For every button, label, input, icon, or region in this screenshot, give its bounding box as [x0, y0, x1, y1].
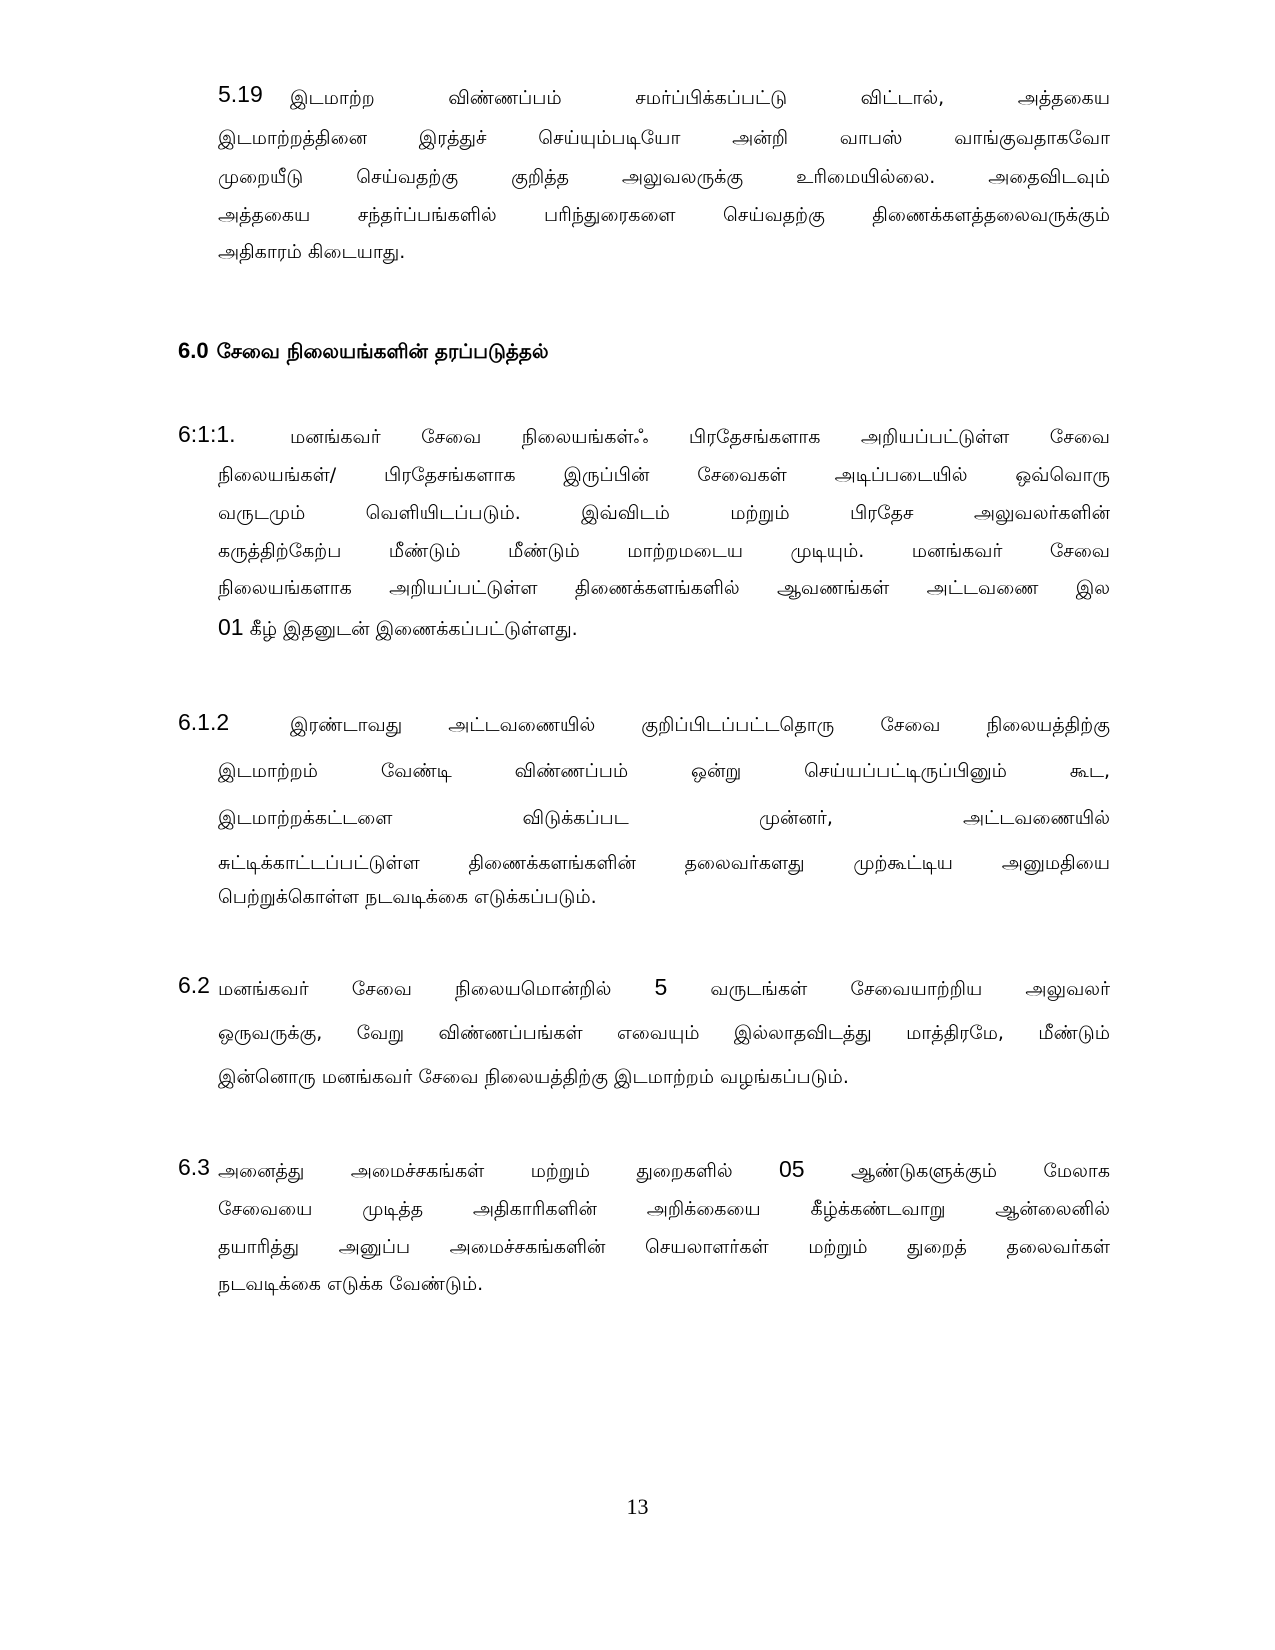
page-number: 13: [626, 1494, 649, 1519]
section-title-6-0: சேவை நிலையங்களின் தரப்படுத்தல்: [216, 339, 549, 363]
section-5-19-line-5: அதிகாரம் கிடையாது.: [218, 241, 406, 263]
section-6-1-1-line-6: [218, 613, 578, 643]
section-6-1-2-line-5: பெற்றுக்கொள்ள நடவடிக்கை எடுக்கப்படும்.: [218, 886, 597, 908]
section-number-6-3: 6.3: [178, 1154, 210, 1180]
section-heading-6-0: [178, 337, 549, 365]
section-6-3-line-2: சேவையை முடித்த அதிகாரிகளின் அறிக்கையை கீழ்க்கண்டவாறு ஆன்லைனில்: [218, 1198, 1110, 1220]
section-5-19-line-3: முறையீடு செய்வதற்கு குறித்த அலுவலருக்கு உரிமையில்லை. அதைவிடவும்: [218, 166, 1110, 188]
section-6-3-line-1: [218, 1155, 1110, 1185]
section-6-2-line-1: [218, 973, 1110, 1003]
section-6-2-line-1-a: மனங்கவர் சேவை நிலையமொன்றில்: [218, 978, 612, 1000]
section-number-6-1-2: 6.1.2: [178, 709, 230, 735]
section-6-1-2-line-2: இடமாற்றம் வேண்டி விண்ணப்பம் ஒன்று செய்யப்பட்டிருப்பினும் கூட,: [218, 760, 1110, 782]
section-6-1-1-line-3: வருடமும் வெளியிடப்படும். இவ்விடம் மற்றும் பிரதேச அலுவலர்களின்: [218, 502, 1110, 524]
section-6-1-1-line-5: நிலையங்களாக அறியப்பட்டுள்ள திணைக்களங்களில் ஆவணங்கள் அட்டவணை இல: [218, 577, 1110, 599]
section-6-3-line-1-b: ஆண்டுகளுக்கும் மேலாக: [850, 1160, 1110, 1182]
section-6-1-1-line-1: மனங்கவர் சேவை நிலையங்கள்ஃ பிரதேசங்களாக அறியப்பட்டுள்ள சேவை: [290, 426, 1110, 448]
section-6-3-years-number: 05: [779, 1156, 805, 1182]
section-6-2-years-number: 5: [654, 974, 668, 1000]
section-6-1-2-line-4: சுட்டிக்காட்டப்பட்டுள்ள திணைக்களங்களின் தலைவர்களது முற்கூட்டிய அனுமதியை: [218, 852, 1110, 874]
section-number-5-19: 5.19: [218, 81, 263, 107]
section-6-3-line-4: நடவடிக்கை எடுக்க வேண்டும்.: [218, 1273, 484, 1295]
section-6-3-line-3: தயாரித்து அனுப்ப அமைச்சகங்களின் செயலாளர்கள் மற்றும் துறைத் தலைவர்கள்: [218, 1236, 1110, 1258]
section-6-1-1-line-4: கருத்திற்கேற்ப மீண்டும் மீண்டும் மாற்றமடைய முடியும். மனங்கவர் சேவை: [218, 540, 1110, 562]
section-number-6-2: 6.2: [178, 972, 210, 998]
section-number-6-1-1: 6:1:1.: [178, 421, 236, 447]
section-6-2-line-3: இன்னொரு மனங்கவர் சேவை நிலையத்திற்கு இடமாற்றம் வழங்கப்படும்.: [218, 1066, 849, 1088]
section-6-2-line-1-b: வருடங்கள் சேவையாற்றிய அலுவலர்: [710, 978, 1111, 1000]
section-5-19-line-1: இடமாற்ற விண்ணப்பம் சமர்ப்பிக்கப்பட்டு விட்டால், அத்தகைய: [290, 87, 1110, 109]
section-5-19-line-4: அத்தகைய சந்தர்ப்பங்களில் பரிந்துரைகளை செய்வதற்கு திணைக்களத்தலைவருக்கும்: [218, 204, 1110, 226]
section-6-3-line-1-a: அனைத்து அமைச்சகங்கள் மற்றும் துறைகளில்: [218, 1160, 733, 1182]
section-6-2-line-2: ஒருவருக்கு, வேறு விண்ணப்பங்கள் எவையும் இல்லாதவிடத்து மாத்திரமே, மீண்டும்: [218, 1022, 1110, 1044]
section-6-1-1-table-number: 01: [218, 614, 244, 640]
section-5-19-line-2: இடமாற்றத்தினை இரத்துச் செய்யும்படியோ அன்றி வாபஸ் வாங்குவதாகவோ: [218, 127, 1110, 149]
section-6-1-2-line-1: இரண்டாவது அட்டவணையில் குறிப்பிடப்பட்டதொரு சேவை நிலையத்திற்கு: [290, 714, 1110, 736]
section-number-6-0: 6.0: [178, 338, 209, 363]
section-6-1-1-line-2: நிலையங்கள்/ பிரதேசங்களாக இருப்பின் சேவைகள் அடிப்படையில் ஒவ்வொரு: [218, 464, 1110, 486]
section-6-1-1-line-6-text: கீழ் இதனுடன் இணைக்கப்பட்டுள்ளது.: [249, 618, 578, 640]
section-6-1-2-line-3: இடமாற்றக்கட்டளை விடுக்கப்பட முன்னர், அட்டவணையில்: [218, 807, 1110, 829]
